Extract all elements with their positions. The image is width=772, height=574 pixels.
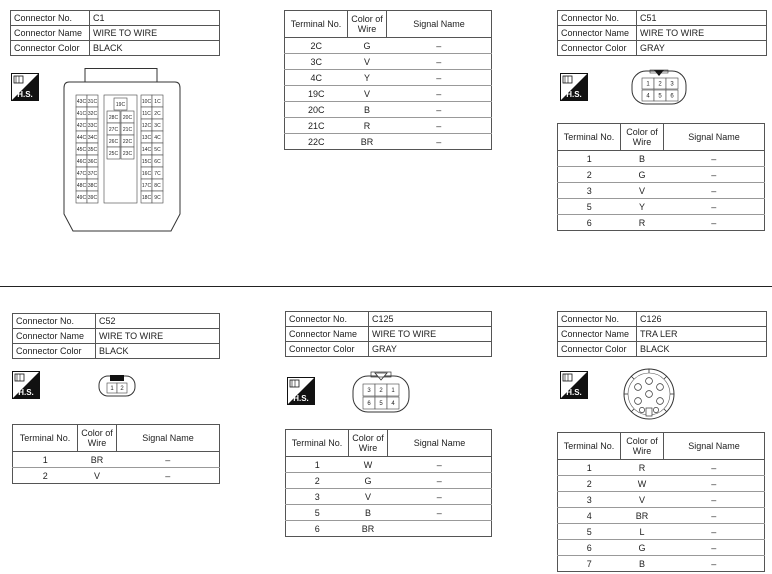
terminal-row: [285, 102, 492, 118]
terminal-no-cell: 2: [13, 468, 78, 484]
wire-color-cell: W: [349, 457, 388, 473]
pin-label: 44C: [76, 134, 87, 141]
signal-name-cell: –: [664, 556, 765, 572]
signal-name-cell: –: [664, 215, 765, 231]
terminal-no-cell: 3C: [285, 54, 348, 70]
signal-name-cell: –: [664, 524, 765, 540]
pin-label: 22C: [122, 138, 133, 145]
c125-connector-no: C125: [369, 312, 492, 327]
signal-name-cell: –: [388, 505, 492, 521]
pin-label: 33C: [87, 122, 98, 129]
terminal-no-cell: 6: [558, 540, 621, 556]
pin-label: 41C: [76, 110, 87, 117]
pin-label: 28C: [108, 114, 119, 121]
label-connector-color: Connector Color: [558, 342, 637, 357]
wire-color-cell: G: [348, 38, 387, 54]
label-connector-name: Connector Name: [286, 327, 369, 342]
terminal-no-cell: 21C: [285, 118, 348, 134]
terminal-no-cell: 5: [286, 505, 349, 521]
pin-label: 3: [670, 81, 674, 88]
signal-name-cell: –: [387, 134, 492, 150]
terminal-no-cell: 3: [558, 183, 621, 199]
header-signal-name: Signal Name: [664, 124, 765, 151]
signal-name-cell: [388, 521, 492, 537]
terminal-no-cell: 3: [558, 492, 621, 508]
terminal-row: [13, 452, 220, 468]
header-color-of-wire: Color of Wire: [621, 433, 664, 460]
pin-label: 13C: [141, 134, 152, 141]
pin-label: 4C: [154, 134, 161, 141]
c126-info-table: [557, 311, 767, 357]
header-color-of-wire: Color of Wire: [348, 11, 387, 38]
signal-name-cell: –: [664, 460, 765, 476]
terminal-no-cell: 1: [558, 460, 621, 476]
terminal-row: [285, 86, 492, 102]
pin-label: 43C: [76, 98, 87, 105]
terminal-row: [285, 38, 492, 54]
signal-name-cell: –: [664, 492, 765, 508]
terminal-no-cell: 5: [558, 199, 621, 215]
header-signal-name: Signal Name: [387, 11, 492, 38]
c51-connector-face: [630, 67, 688, 107]
signal-name-cell: –: [387, 54, 492, 70]
signal-name-cell: –: [664, 183, 765, 199]
terminal-row: [558, 183, 765, 199]
c1-connector-color: BLACK: [90, 41, 220, 56]
pin-label: 17C: [141, 182, 152, 189]
terminal-row: [558, 524, 765, 540]
pin-label: 5C: [154, 146, 161, 153]
c52-connector-no: C52: [96, 314, 220, 329]
pin-label: 7C: [154, 170, 161, 177]
pin-label: 34C: [87, 134, 98, 141]
pin-label: 18C: [141, 194, 152, 201]
wire-color-cell: G: [621, 167, 664, 183]
terminal-row: [286, 521, 492, 537]
label-connector-no: Connector No.: [286, 312, 369, 327]
c125-info-table: [285, 311, 492, 357]
pin-label: 38C: [87, 182, 98, 189]
terminal-no-cell: 22C: [285, 134, 348, 150]
label-connector-no: Connector No.: [558, 11, 637, 26]
terminal-no-cell: 1: [286, 457, 349, 473]
terminal-no-cell: 6: [558, 215, 621, 231]
wire-color-cell: BR: [78, 452, 117, 468]
terminal-no-cell: 2C: [285, 38, 348, 54]
header-color-of-wire: Color of Wire: [621, 124, 664, 151]
signal-name-cell: –: [117, 452, 220, 468]
c125-connector-color: GRAY: [369, 342, 492, 357]
terminal-no-cell: 4C: [285, 70, 348, 86]
label-connector-name: Connector Name: [13, 329, 96, 344]
signal-name-cell: –: [117, 468, 220, 484]
pin-label: 42C: [76, 122, 87, 129]
terminal-no-cell: 5: [558, 524, 621, 540]
pin-label: 5: [379, 401, 383, 408]
pin-label: 47C: [76, 170, 87, 177]
terminal-no-cell: 4: [558, 508, 621, 524]
c52-info-table: [12, 313, 220, 359]
pin-label: 6: [670, 93, 674, 100]
c51-connector-color: GRAY: [637, 41, 767, 56]
c126-connector-color: BLACK: [637, 342, 767, 357]
signal-name-cell: –: [387, 118, 492, 134]
label-connector-name: Connector Name: [11, 26, 90, 41]
pin-label: 25C: [108, 150, 119, 157]
pin-label: 15C: [141, 158, 152, 165]
c1-connector-face: [63, 68, 181, 232]
pin-label: 16C: [141, 170, 152, 177]
terminal-no-cell: 20C: [285, 102, 348, 118]
pin-label: 1: [391, 388, 395, 395]
pin-label: 31C: [87, 98, 98, 105]
c52-terminal-table: [12, 424, 220, 484]
pin-label: 23C: [122, 150, 133, 157]
hs-label: H.S.: [293, 394, 309, 403]
c1-connector-name: WIRE TO WIRE: [90, 26, 220, 41]
label-connector-color: Connector Color: [13, 344, 96, 359]
pin-label: 4: [646, 93, 650, 100]
terminal-row: [13, 468, 220, 484]
wire-color-cell: Y: [621, 199, 664, 215]
c51-connector-no: C51: [637, 11, 767, 26]
c52-connector-name: WIRE TO WIRE: [96, 329, 220, 344]
pin-label: 20C: [122, 114, 133, 121]
wire-color-cell: BR: [349, 521, 388, 537]
pin-label: 36C: [87, 158, 98, 165]
signal-name-cell: –: [664, 151, 765, 167]
c51-connector-name: WIRE TO WIRE: [637, 26, 767, 41]
c1-terminal-table: [284, 10, 492, 150]
c52-connector-color: BLACK: [96, 344, 220, 359]
pin-label: 11C: [142, 110, 151, 117]
header-terminal-no: Terminal No.: [13, 425, 78, 452]
signal-name-cell: –: [387, 38, 492, 54]
signal-name-cell: –: [387, 102, 492, 118]
pin-label: 2: [120, 386, 124, 393]
terminal-no-cell: 7: [558, 556, 621, 572]
wire-color-cell: V: [621, 492, 664, 508]
header-terminal-no: Terminal No.: [286, 430, 349, 457]
c125-terminal-table: [285, 429, 492, 537]
terminal-no-cell: 1: [558, 151, 621, 167]
wire-color-cell: BR: [348, 134, 387, 150]
c51-info-table: [557, 10, 767, 56]
c51-terminal-table: [557, 123, 765, 231]
signal-name-cell: –: [664, 540, 765, 556]
signal-name-cell: –: [387, 86, 492, 102]
hs-icon: [12, 371, 40, 399]
wire-color-cell: R: [621, 460, 664, 476]
pin-label: 6: [367, 401, 371, 408]
signal-name-cell: –: [388, 489, 492, 505]
wire-color-cell: BR: [621, 508, 664, 524]
wire-color-cell: B: [621, 151, 664, 167]
hs-label: H.S.: [18, 388, 34, 397]
hs-label: H.S.: [566, 388, 582, 397]
c126-connector-name: TRA LER: [637, 327, 767, 342]
label-connector-name: Connector Name: [558, 327, 637, 342]
header-color-of-wire: Color of Wire: [78, 425, 117, 452]
c126-terminal-table: [557, 432, 765, 572]
terminal-row: [558, 508, 765, 524]
signal-name-cell: –: [388, 473, 492, 489]
pin-label: 46C: [76, 158, 87, 165]
header-terminal-no: Terminal No.: [285, 11, 348, 38]
terminal-no-cell: 2: [558, 167, 621, 183]
header-signal-name: Signal Name: [664, 433, 765, 460]
pin-label: 12C: [141, 122, 152, 129]
wire-color-cell: G: [621, 540, 664, 556]
terminal-row: [558, 556, 765, 572]
wire-color-cell: V: [621, 183, 664, 199]
label-connector-no: Connector No.: [558, 312, 637, 327]
label-connector-color: Connector Color: [558, 41, 637, 56]
wire-color-cell: L: [621, 524, 664, 540]
wire-color-cell: V: [348, 86, 387, 102]
pin-label: 21C: [122, 126, 133, 133]
signal-name-cell: –: [664, 508, 765, 524]
signal-name-cell: –: [388, 457, 492, 473]
terminal-row: [285, 54, 492, 70]
wire-color-cell: B: [349, 505, 388, 521]
signal-name-cell: –: [664, 476, 765, 492]
header-terminal-no: Terminal No.: [558, 124, 621, 151]
terminal-row: [558, 167, 765, 183]
pin-label: 5: [658, 93, 662, 100]
pin-label: 2: [658, 81, 662, 88]
pin-label: 45C: [76, 146, 87, 153]
wire-color-cell: G: [349, 473, 388, 489]
wire-color-cell: W: [621, 476, 664, 492]
hs-label: H.S.: [17, 90, 33, 99]
terminal-no-cell: 3: [286, 489, 349, 505]
wire-color-cell: V: [349, 489, 388, 505]
terminal-no-cell: 6: [286, 521, 349, 537]
pin-label: 8C: [154, 182, 161, 189]
pin-label: 1: [110, 386, 114, 393]
pin-label: 1: [646, 81, 650, 88]
terminal-row: [286, 457, 492, 473]
pin-label: 1C: [154, 98, 161, 105]
wire-color-cell: B: [621, 556, 664, 572]
terminal-row: [558, 476, 765, 492]
wire-color-cell: R: [621, 215, 664, 231]
pin-label: 4: [391, 401, 395, 408]
pin-label: 32C: [87, 110, 98, 117]
terminal-row: [286, 505, 492, 521]
section-divider: [0, 286, 772, 287]
hs-icon: [560, 73, 588, 101]
terminal-row: [558, 460, 765, 476]
terminal-no-cell: 1: [13, 452, 78, 468]
c125-connector-name: WIRE TO WIRE: [369, 327, 492, 342]
c125-connector-face: [351, 370, 411, 414]
wire-color-cell: R: [348, 118, 387, 134]
c126-connector-face: [622, 368, 676, 420]
label-connector-name: Connector Name: [558, 26, 637, 41]
pin-label: 2C: [154, 110, 161, 117]
terminal-row: [558, 540, 765, 556]
label-connector-color: Connector Color: [286, 342, 369, 357]
wire-color-cell: V: [348, 54, 387, 70]
terminal-row: [558, 492, 765, 508]
wire-color-cell: V: [78, 468, 117, 484]
terminal-row: [286, 473, 492, 489]
pin-label: 2: [379, 388, 383, 395]
pin-label: 49C: [76, 194, 87, 201]
hs-icon: [560, 371, 588, 399]
signal-name-cell: –: [664, 199, 765, 215]
pin-label: 10C: [141, 98, 152, 105]
c52-pin-grid: [107, 383, 127, 393]
pin-label: 3C: [154, 122, 161, 129]
terminal-row: [286, 489, 492, 505]
wire-color-cell: Y: [348, 70, 387, 86]
terminal-row: [285, 134, 492, 150]
terminal-row: [285, 70, 492, 86]
pin-label: 35C: [87, 146, 98, 153]
pin-label: 6C: [154, 158, 161, 165]
pin-label: 9C: [154, 194, 161, 201]
terminal-row: [285, 118, 492, 134]
c1-connector-no: C1: [90, 11, 220, 26]
terminal-no-cell: 19C: [285, 86, 348, 102]
c1-info-table: [10, 10, 220, 56]
header-terminal-no: Terminal No.: [558, 433, 621, 460]
pin-label: 19C: [115, 101, 126, 108]
label-connector-no: Connector No.: [11, 11, 90, 26]
wire-color-cell: B: [348, 102, 387, 118]
terminal-row: [558, 199, 765, 215]
hs-icon: [287, 377, 315, 405]
terminal-no-cell: 2: [286, 473, 349, 489]
header-signal-name: Signal Name: [117, 425, 220, 452]
signal-name-cell: –: [664, 167, 765, 183]
label-connector-color: Connector Color: [11, 41, 90, 56]
pin-label: 39C: [87, 194, 98, 201]
c126-connector-no: C126: [637, 312, 767, 327]
header-color-of-wire: Color of Wire: [349, 430, 388, 457]
pin-label: 26C: [108, 138, 119, 145]
hs-icon: [11, 73, 39, 101]
header-signal-name: Signal Name: [388, 430, 492, 457]
pin-label: 37C: [87, 170, 98, 177]
hs-label: H.S.: [566, 90, 582, 99]
c52-connector-face: [97, 373, 137, 399]
pin-label: 14C: [141, 146, 152, 153]
pin-label: 3: [367, 388, 371, 395]
terminal-row: [558, 151, 765, 167]
terminal-no-cell: 2: [558, 476, 621, 492]
terminal-row: [558, 215, 765, 231]
signal-name-cell: –: [387, 70, 492, 86]
pin-label: 48C: [76, 182, 87, 189]
pin-label: 27C: [108, 126, 119, 133]
label-connector-no: Connector No.: [13, 314, 96, 329]
